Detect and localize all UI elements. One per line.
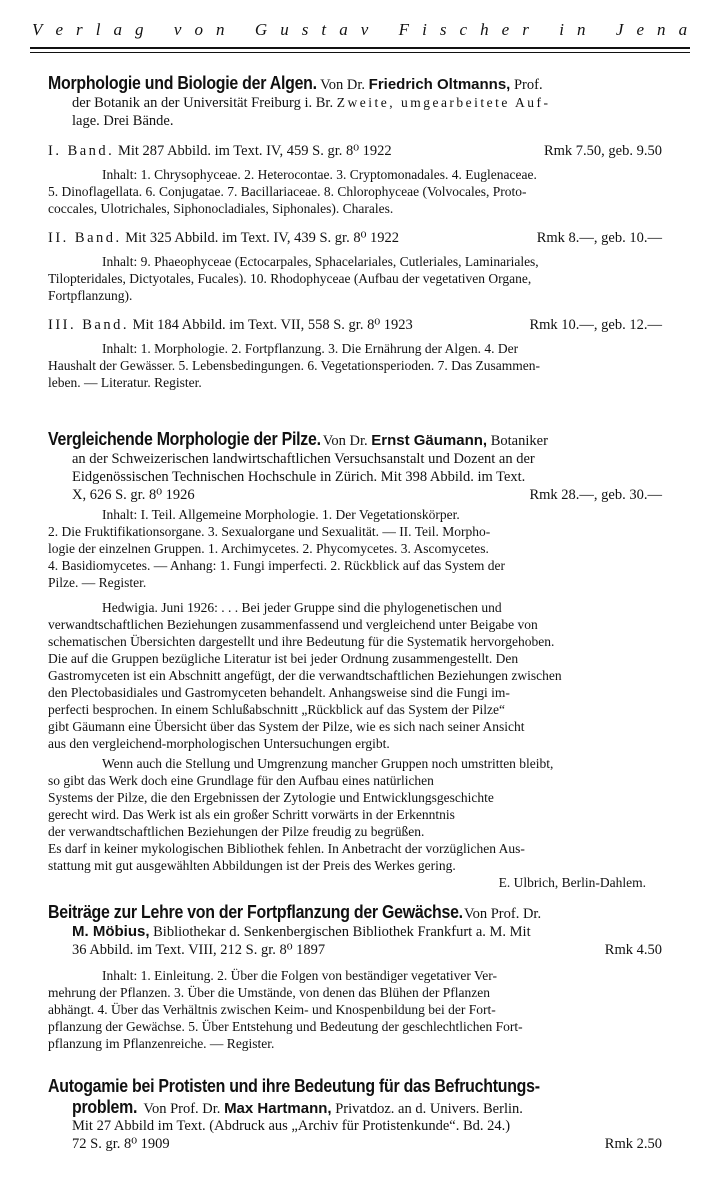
review-line: Die auf die Gruppen bezügliche Literatur ist bei jeder Ordnung zusammengestellt. Den	[48, 651, 519, 666]
book-title: Autogamie bei Protisten und ihre Bedeutung für das Befruchtungs-	[48, 1075, 540, 1096]
author-name: Max Hartmann,	[224, 1100, 332, 1117]
author-name: Friedrich Oltmanns,	[368, 76, 511, 93]
header-letter: n	[577, 20, 586, 39]
volume-details: Mit 287 Abbild. im Text. IV, 459 S. gr. 8⁰ 1922	[117, 143, 392, 159]
contents-line: pflanzung im Pflanzenreiche. — Register.	[48, 1036, 275, 1051]
von-label: Von Prof. Dr.	[143, 1101, 221, 1117]
book-details: 72 S. gr. 8⁰ 1909	[72, 1136, 170, 1152]
header-letter: g	[135, 20, 145, 39]
review-line: verwandtschaftlichen Beziehungen zusammenfassend und vergleichend unter Beigabe von	[48, 617, 538, 632]
header-letter: o	[194, 20, 204, 39]
book-line: Bibliothekar d. Senkenbergischen Bibliothek Frankfurt a. M. Mit	[153, 924, 531, 940]
volume-3-contents	[48, 340, 662, 391]
contents-line: Inhalt: 1. Morphologie. 2. Fortpflanzung. 3. Die Ernährung der Algen. 4. Der	[102, 341, 519, 356]
pilze-contents	[48, 506, 662, 591]
header-letter: s	[439, 20, 447, 39]
review-line: Systems der Pilze, die den Ergebnissen der Zytologie und Entwicklungsgeschichte	[48, 790, 494, 805]
contents-line: 4. Basidiomycetes. — Anhang: 1. Fungi imperfecti. 2. Rückblick auf das System der	[48, 558, 506, 573]
review-line: so gibt das Werk doch eine Grundlage für den Aufbau eines natürlichen	[48, 773, 434, 788]
review-line: perfecti besprochen. In einem Schlußabschnitt „Rückblick auf das System der Pilze“	[48, 702, 505, 717]
review-line: den Plectobasidiales und Gastromyceten behandelt. Anhangsweise sind die Fungi im-	[48, 685, 510, 700]
contents-line: 2. Die Fruktifikationsorgane. 3. Sexualorgane und Sexualität. — II. Teil. Morpho-	[48, 524, 491, 539]
volume-1-line	[48, 142, 662, 160]
header-letter: i	[559, 20, 565, 39]
review-hedwigia	[48, 599, 662, 752]
volume-price: Rmk 8.—, geb. 10.—	[536, 230, 662, 246]
book-details-line	[48, 486, 662, 504]
book-line	[48, 94, 662, 112]
review-line: gerecht wird. Das Werk ist als ein großer Schritt vorwärts in der Erkenntnis	[48, 807, 455, 822]
header-letter: l	[95, 20, 101, 39]
header-letter: r	[76, 20, 84, 39]
book-price: Rmk 28.—, geb. 30.—	[529, 487, 662, 503]
header-letter	[599, 20, 604, 40]
contents-line: pflanzung der Gewächse. 5. Über Entstehung und Bedeutung der geschlechtlichen Fort-	[48, 1019, 523, 1034]
header-letter: J	[615, 20, 624, 39]
author-title: Botaniker	[490, 433, 548, 449]
header-letter: a	[339, 20, 349, 39]
review-line: Es darf in keiner mykologischen Bibliothek fehlen. In Anbetracht der vorzüglichen Aus-	[48, 841, 525, 856]
edition-text: Zweite, umgearbeitete Auf-	[336, 95, 551, 110]
book-details-line	[48, 1135, 662, 1153]
header-letter: t	[321, 20, 327, 39]
book-title: Morphologie und Biologie der Algen.	[48, 72, 317, 93]
book-line: an der Schweizerischen landwirtschaftlichen Versuchsanstalt und Dozent an der	[72, 451, 535, 467]
volume-details: Mit 325 Abbild. im Text. IV, 439 S. gr. 8⁰ 1922	[125, 230, 400, 246]
volume-label: III. Band.	[48, 317, 129, 333]
volume-details: Mit 184 Abbild. im Text. VII, 558 S. gr. 8⁰ 1923	[132, 317, 413, 333]
review-line: stattung mit gut ausgewählten Abbildungen ist der Preis des Werkes gering.	[48, 858, 456, 873]
author-name: M. Möbius,	[72, 923, 150, 940]
fortpflanzung-contents	[48, 967, 662, 1052]
contents-line: Inhalt: 9. Phaeophyceae (Ectocarpales, Sphacelariales, Cutleriales, Laminariales,	[102, 254, 539, 269]
contents-line: Haushalt der Gewässer. 5. Lebensbedingungen. 6. Vegetationsperioden. 7. Das Zusammen-	[48, 358, 540, 373]
review-line: gibt Gäumann eine Übersicht über das System der Pilze, wie es sich nach seiner Ansicht	[48, 719, 525, 734]
book-title-cont: problem.	[72, 1096, 138, 1117]
review-line: schematischen Übersichten dargestellt und ihre Bedeutung für die Systematik hervorgehoben.	[48, 634, 555, 649]
von-label: Von Prof. Dr.	[464, 906, 542, 922]
entry-autogamie	[48, 1075, 662, 1153]
reviewer-signature: E. Ulbrich, Berlin-Dahlem.	[498, 875, 646, 890]
header-letter	[157, 20, 162, 40]
entry-algen	[48, 72, 662, 391]
book-details: X, 626 S. gr. 8⁰ 1926	[72, 487, 195, 503]
publisher-header	[32, 20, 688, 40]
author-title: Prof.	[513, 77, 543, 93]
header-letter: a	[113, 20, 123, 39]
review-line: aus den vergleichend-morphologischen Untersuchungen ergibt.	[48, 736, 390, 751]
header-letter: e	[636, 20, 645, 39]
book-line: Mit 27 Abbild im Text. (Abdruck aus „Archiv für Protistenkunde“. Bd. 24.)	[72, 1118, 511, 1134]
book-price: Rmk 4.50	[604, 942, 662, 958]
book-details-line	[48, 941, 662, 959]
header-letter: V	[32, 20, 43, 39]
volume-label: II. Band.	[48, 230, 122, 246]
header-letter: h	[480, 20, 490, 39]
contents-line: Inhalt: I. Teil. Allgemeine Morphologie. 1. Der Vegetationskörper.	[102, 507, 460, 522]
header-rule-thin	[30, 52, 690, 53]
header-letter: a	[678, 20, 688, 39]
volume-2-line	[48, 229, 662, 247]
header-letter: v	[360, 20, 369, 39]
header-rule	[30, 47, 690, 49]
header-letter: G	[254, 20, 268, 39]
header-letter: r	[522, 20, 530, 39]
header-letter: e	[55, 20, 64, 39]
review-line: Hedwigia. Juni 1926: . . . Bei jeder Gruppe sind die phylogenetischen und	[102, 600, 502, 615]
book-line: Eidgenössischen Technischen Hochschule in Zürich. Mit 398 Abbild. im Text.	[72, 469, 526, 485]
book-title: Vergleichende Morphologie der Pilze.	[48, 428, 321, 449]
header-letter: s	[301, 20, 309, 39]
volume-price: Rmk 7.50, geb. 9.50	[543, 143, 662, 159]
von-label: Von Dr.	[322, 433, 368, 449]
header-letter	[238, 20, 243, 40]
contents-line: Fortpflanzung).	[48, 288, 133, 303]
header-letter: v	[173, 20, 182, 39]
volume-3-line	[48, 316, 662, 334]
review-ulbrich	[48, 755, 662, 891]
volume-label: I. Band.	[48, 143, 115, 159]
contents-line: Inhalt: 1. Chrysophyceae. 2. Heterocontae. 3. Cryptomonadales. 4. Euglenaceae.	[102, 167, 537, 182]
header-letter: e	[501, 20, 510, 39]
contents-line: coccales, Ulotrichales, Siphonocladiales, Siphonales). Charales.	[48, 201, 394, 216]
review-line: Gastromyceten ist ein Abschnitt angefügt, der die verwandtschaftlichen Beziehungen zwischen	[48, 668, 562, 683]
von-label: Von Dr.	[320, 77, 366, 93]
header-letter: n	[216, 20, 226, 39]
header-letter	[542, 20, 547, 40]
contents-line: logie der einzelnen Gruppen. 1. Archimycetes. 2. Phycomycetes. 3. Ascomycetes.	[48, 541, 489, 556]
header-letter: n	[657, 20, 667, 39]
contents-line: Tilopteridales, Dictyotales, Fucales). 10. Rhodophyceae (Aufbau der vegetativen Organe,	[48, 271, 532, 286]
contents-line: 5. Dinoflagellata. 6. Conjugatae. 7. Bacillariaceae. 8. Chlorophyceae (Volvocales, Proto-	[48, 184, 527, 199]
entry-fortpflanzung	[48, 901, 662, 1052]
contents-line: Pilze. — Register.	[48, 575, 147, 590]
entry-pilze	[48, 428, 662, 891]
contents-line: Inhalt: 1. Einleitung. 2. Über die Folgen von beständiger vegetativer Ver-	[102, 968, 498, 983]
contents-line: abhängt. 4. Über das Verhältnis zwischen Keim- und Knospenbildung bei der Fort-	[48, 1002, 496, 1017]
affiliation-text: der Botanik an der Universität Freiburg i. Br.	[72, 95, 334, 111]
review-line: der verwandtschaftlichen Beziehungen der Pilze freudig zu begrüßen.	[48, 824, 425, 839]
header-letter: u	[280, 20, 290, 39]
header-letter: c	[459, 20, 468, 39]
volume-1-contents	[48, 166, 662, 217]
header-letter	[381, 20, 386, 40]
book-details: 36 Abbild. im Text. VIII, 212 S. gr. 8⁰ 1897	[72, 942, 326, 958]
volume-price: Rmk 10.—, geb. 12.—	[529, 317, 662, 333]
contents-line: mehrung der Pflanzen. 3. Über die Umstände, von denen das Blühen der Pflanzen	[48, 985, 490, 1000]
author-title: Privatdoz. an d. Univers. Berlin.	[335, 1101, 523, 1117]
volume-2-contents	[48, 253, 662, 304]
contents-line: leben. — Literatur. Register.	[48, 375, 202, 390]
header-letter: i	[422, 20, 428, 39]
book-price: Rmk 2.50	[604, 1136, 662, 1152]
book-line: lage. Drei Bände.	[72, 113, 174, 129]
header-letter: F	[398, 20, 410, 39]
book-title: Beiträge zur Lehre von der Fortpflanzung der Gewächse.	[48, 901, 463, 922]
author-name: Ernst Gäumann,	[371, 432, 488, 449]
review-line: Wenn auch die Stellung und Umgrenzung mancher Gruppen noch umstritten bleibt,	[102, 756, 554, 771]
